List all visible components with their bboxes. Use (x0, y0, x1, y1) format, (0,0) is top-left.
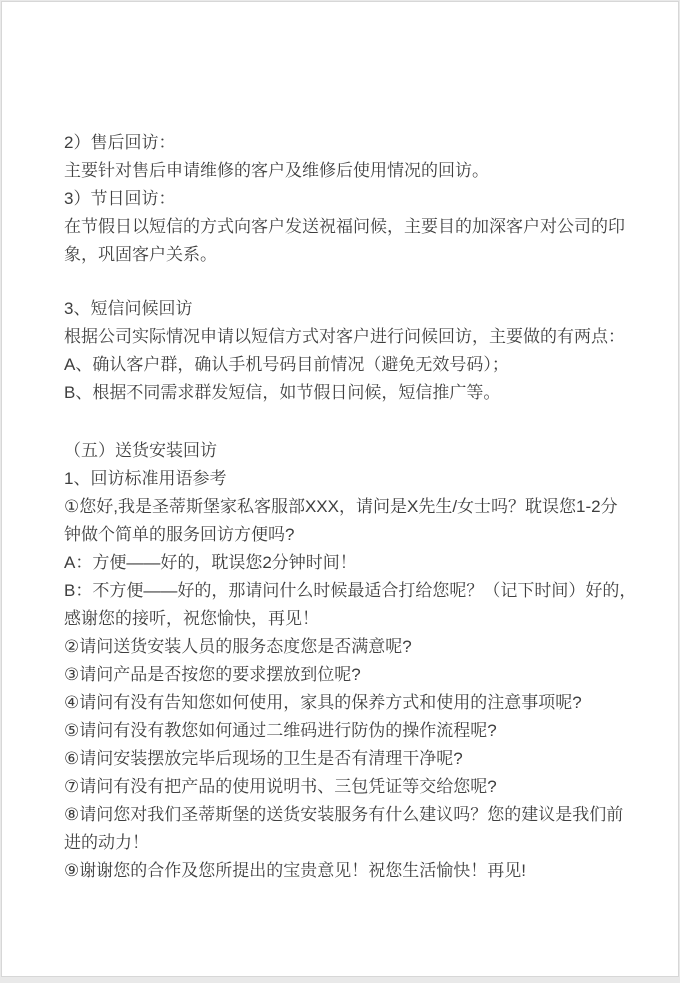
text-line: ③请问产品是否按您的要求摆放到位呢? (64, 665, 361, 684)
text-line: ①您好,我是圣蒂斯堡家私客服部XXX，请问是X先生/女士吗？耽误您1-2分 (64, 497, 618, 516)
text-line: A、确认客户群，确认手机号码目前情况（避免无效号码）； (64, 355, 509, 374)
text-line: 钟做个简单的服务回访方便吗? (64, 525, 295, 544)
document-page (1, 1, 679, 977)
text-line: 主要针对售后申请维修的客户及维修后使用情况的回访。 (64, 161, 489, 180)
text-line: ⑤请问有没有教您如何通过二维码进行防伪的操作流程呢? (64, 721, 497, 740)
text-line: 进的动力！ (64, 833, 149, 852)
text-line: 1、回访标准用语参考 (64, 469, 227, 488)
section-aftersale-and-holiday-callbacks (64, 129, 625, 269)
section-sms-greeting-callback (64, 295, 625, 407)
text-line: （五）送货安装回访 (64, 441, 217, 460)
text-line: ⑦请问有没有把产品的使用说明书、三包凭证等交给您呢? (64, 777, 497, 796)
text-line: ⑨谢谢您的合作及您所提出的宝贵意见！祝您生活愉快！再见! (64, 861, 526, 880)
text-line: 3、短信问候回访 (64, 299, 193, 318)
text-line: 根据公司实际情况申请以短信方式对客户进行问候回访，主要做的有两点： (64, 327, 625, 346)
text-line: B：不方便——好的，那请问什么时候最适合打给您呢？（记下时间）好的， (64, 581, 637, 600)
text-line: 3）节日回访： (64, 189, 176, 208)
text-line: ⑧请问您对我们圣蒂斯堡的送货安装服务有什么建议吗？您的建议是我们前 (64, 805, 624, 824)
text-line: 象，巩固客户关系。 (64, 245, 217, 264)
text-line: ②请问送货安装人员的服务态度您是否满意呢? (64, 637, 412, 656)
text-line: 2）售后回访： (64, 133, 176, 152)
text-line: 感谢您的接听，祝您愉快，再见！ (64, 609, 319, 628)
text-line: ⑥请问安装摆放完毕后现场的卫生是否有清理干净呢? (64, 749, 463, 768)
document-content (2, 2, 678, 885)
text-line: A：方便——好的，耽误您2分钟时间！ (64, 553, 357, 572)
text-line: B、根据不同需求群发短信，如节假日问候，短信推广等。 (64, 383, 501, 402)
section-delivery-installation-callback (64, 437, 637, 885)
text-line: ④请问有没有告知您如何使用，家具的保养方式和使用的注意事项呢? (64, 693, 582, 712)
text-line: 在节假日以短信的方式向客户发送祝福问候，主要目的加深客户对公司的印 (64, 217, 625, 236)
